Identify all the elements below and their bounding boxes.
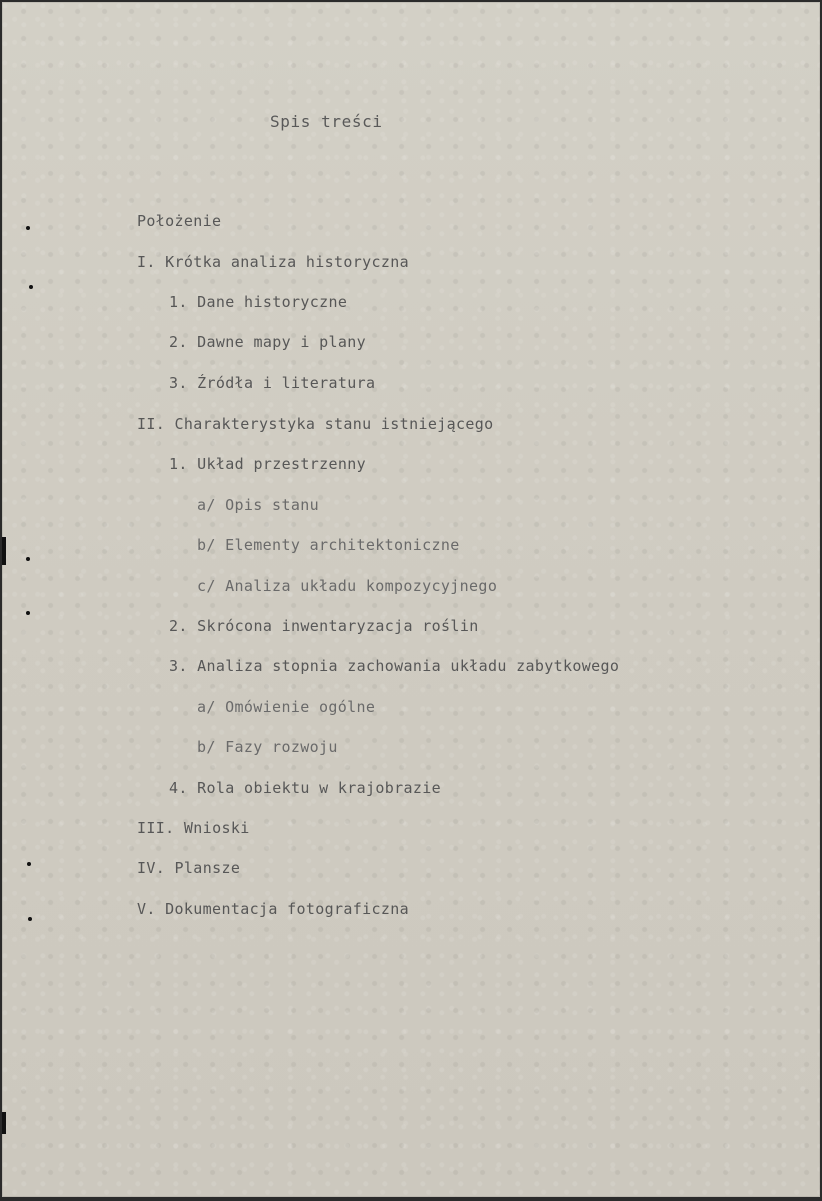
toc-entry [169, 376, 375, 391]
toc-entry [169, 659, 619, 674]
toc-entry-text: Omówienie ogólne [225, 698, 376, 716]
toc-entry [197, 700, 375, 715]
toc-entry-text: Dokumentacja fotograficzna [165, 900, 410, 918]
toc-entry-number: 1. [169, 455, 188, 473]
toc-entry-number: b/ [197, 738, 216, 756]
toc-entry [169, 781, 441, 796]
toc-entry-text: Dane historyczne [197, 293, 348, 311]
toc-entry-text: Położenie [137, 212, 222, 230]
toc-entry [137, 255, 409, 270]
toc-entry-text: Krótka analiza historyczna [165, 253, 410, 271]
toc-entry-number: c/ [197, 577, 216, 595]
page-title: Spis treści [270, 112, 383, 131]
toc-entry [169, 335, 366, 350]
toc-entry [197, 579, 497, 594]
toc-entry-number: b/ [197, 536, 216, 554]
toc-entry [137, 821, 250, 836]
toc-entry-number: I. [137, 253, 156, 271]
toc-entry-number: 3. [169, 374, 188, 392]
toc-entry-text: Elementy architektoniczne [225, 536, 460, 554]
toc-entry-text: Źródła i literatura [197, 374, 376, 392]
toc-entry-number: 1. [169, 293, 188, 311]
typewritten-sheet [2, 2, 820, 1197]
toc-entry-text: Analiza układu kompozycyjnego [225, 577, 498, 595]
toc-entry-number: IV. [137, 859, 166, 877]
toc-entry-text: Skrócona inwentaryzacja roślin [197, 617, 479, 635]
toc-entry-text: Charakterystyka stanu istniejącego [174, 415, 494, 433]
toc-entry-number: 3. [169, 657, 188, 675]
toc-entry [197, 740, 338, 755]
toc-entry-text: Układ przestrzenny [197, 455, 367, 473]
toc-entry [169, 457, 366, 472]
toc-entry-number: a/ [197, 698, 216, 716]
toc-entry [169, 295, 347, 310]
toc-entry [137, 214, 221, 229]
toc-entry [197, 538, 460, 553]
toc-entry [197, 498, 319, 513]
toc-entry-text: Plansze [174, 859, 241, 877]
toc-entry [169, 619, 479, 634]
toc-entry-text: Rola obiektu w krajobrazie [197, 779, 442, 797]
toc-entry [137, 902, 409, 917]
toc-entry-number: a/ [197, 496, 216, 514]
toc-entry-text: Opis stanu [225, 496, 319, 514]
table-of-contents [2, 2, 820, 1197]
toc-entry-number: II. [137, 415, 166, 433]
toc-entry-number: V. [137, 900, 156, 918]
toc-entry-text: Fazy rozwoju [225, 738, 338, 756]
toc-entry-text: Wnioski [183, 819, 250, 837]
toc-entry-number: 2. [169, 333, 188, 351]
toc-entry-number: III. [137, 819, 175, 837]
toc-entry-number: 4. [169, 779, 188, 797]
toc-entry-number: 2. [169, 617, 188, 635]
toc-entry [137, 861, 240, 876]
toc-entry-text: Dawne mapy i plany [197, 333, 367, 351]
toc-entry-text: Analiza stopnia zachowania układu zabytkowego [197, 657, 620, 675]
toc-entry [137, 417, 494, 432]
